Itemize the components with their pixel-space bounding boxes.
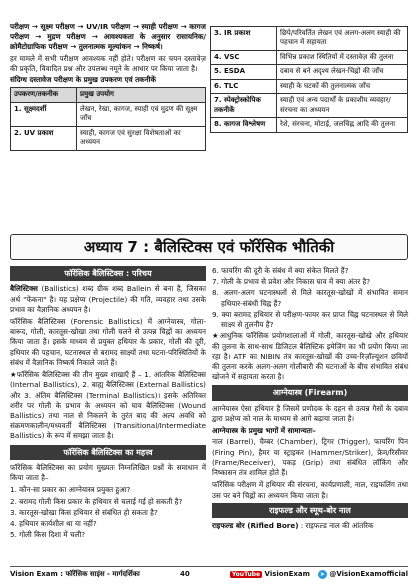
table-cell-value: विभिन्न प्रकाश स्थितियों में दस्तावेज़ की तुलना [277, 50, 408, 64]
section-heading: राइफल्ड और स्मूथ-बोर नाल [212, 503, 408, 518]
top-right-column [210, 26, 408, 133]
list-item: 3. कारतूस-खोखा किस हथियार से संबंधित हो सकता है? [10, 507, 158, 517]
table-header-cell: प्रमुख उपयोग [77, 88, 206, 102]
table-cell-key: 3. IR प्रकाश [211, 27, 277, 51]
table-cell-value: स्याही, कागज एवं सुरक्षा विशेषताओं का अध्ययन [77, 126, 206, 150]
process-flow-line: परीक्षण → सूक्ष्म परीक्षण → UV/IR परीक्षण → स्याही परीक्षण → कागज परीक्षण → मुद्रण परीक्षण → आवश्यकता के अनुसार रासायनिक/क्रोमैटोग्राफिक परीक्षण → तुलनात्मक मूल्यांकन → निष्कर्ष। [10, 22, 206, 52]
paragraph: हर मामले में सभी परीक्षण आवश्यक नहीं होते। परीक्षण का चयन दस्तावेज़ की प्रकृति, विवादित प्रश्न और उपलब्ध नमूने के आधार पर किया जाता है। [10, 53, 206, 73]
intro-text: (Ballistics) शब्द ग्रीक शब्द Ballein से बना है, जिसका अर्थ "फेंकना" है। यह प्रक्षेप्य (Projectile) की गति, व्यवहार तथा उसके प्रभाव का वैज्ञानिक अध्ययन है। [10, 284, 206, 314]
youtube-link[interactable] [230, 570, 310, 580]
table-row [11, 126, 206, 150]
table-cell-key: 6. TLC [211, 79, 277, 93]
table-row [211, 79, 408, 93]
list-item: 9. क्या बरामद हथियार से परीक्षण-फायर कर प्राप्त चिह्न घटनास्थल से मिले साक्ष्य से तुलनीय हैं? [212, 309, 408, 330]
paragraph: फॉरेंसिक बैलिस्टिक्स (Forensic Ballistics) में आग्नेयास्त्र, गोला-बारूद, गोली, कारतूस-खोखा तथा गोली चलने से उत्पन्न चिह्नों का अध्ययन किया जाता है। इसके माध्यम से प्रयुक्त हथियार के प्रकार, गोली की दूरी, हथियार की पहचान, घटनास्थल से बरामद साक्ष्यों तथा घटना-परिस्थितियों के संबंध में वैज्ञानिक निष्कर्ष निकाले जाते हैं। [10, 317, 206, 367]
table-cell-key: 4. VSC [211, 50, 277, 64]
table-cell-key: 1. सूक्ष्मदर्शी [11, 102, 77, 126]
right-column [212, 266, 408, 533]
table-cell-key: 7. स्पेक्ट्रोस्कोपिक तकनीकें [211, 94, 277, 118]
table-cell-value: स्याही एवं अन्य पदार्थों के प्रकाशीय व्यवहार/संरचना का अध्ययन [277, 94, 408, 118]
list-item: 8. अलग-अलग घटनास्थलों से मिले कारतूस-खोखों में संभावित समान हथियार-संबंधी चिह्न हैं? [212, 288, 408, 308]
table-cell-key: 2. UV प्रकाश [11, 126, 77, 150]
list-item: 5. गोली किस दिशा में चली? [10, 530, 86, 540]
left-column [10, 266, 206, 542]
table-row [211, 94, 408, 118]
list-item: 7. गोली के प्रभाव से प्रवेश और निकास घाव में क्या अंतर है? [212, 277, 371, 287]
section-heading: फॉरेंसिक बैलिस्टिक्स : परिचय [10, 266, 206, 281]
subheading: आग्नेयास्त्र के प्रमुख भागों में सामान्यतः– [212, 426, 316, 436]
paragraph: फॉरेंसिक परीक्षण में हथियार की संरचना, कार्यप्रणाली, नाल, राइफलिंग तथा उस पर बने चिह्नों का अध्ययन किया जाता है। [212, 480, 408, 500]
table-title: संदिग्ध दस्तावेज परीक्षण के प्रमुख उपकरण एवं तकनीकें [10, 75, 157, 85]
paragraph [212, 521, 408, 531]
paragraph: आग्नेयास्त्र ऐसा हथियार है जिसमें प्रणोदक के दहन से उत्पन्न गैसों के दबाव द्वारा प्रक्षेप्य को नाल के माध्यम से आगे बढ़ाया जाता है। [212, 403, 408, 423]
telegram-handle: @VisionExamofficial [329, 569, 408, 578]
youtube-channel: VisionExam [264, 569, 310, 578]
list-item: 1. कौन-सा प्रकार का आग्नेयास्त्र प्रयुक्त हुआ? [10, 485, 131, 495]
table-cell-value: स्याही के घटकों की तुलनात्मक जाँच [277, 79, 408, 93]
page-footer [10, 566, 408, 582]
table-cell-key: 5. ESDA [211, 65, 277, 79]
table-row [211, 27, 408, 51]
table-cell-value: दबाव से बने अदृश्य लेखन-चिह्नों की जाँच [277, 65, 408, 79]
telegram-icon: ➤ [319, 570, 325, 578]
term-ballistics: बैलिस्टिक्स [10, 284, 38, 294]
rifled-text: : राइफल्ड नाल की आंतरिक [298, 521, 374, 531]
section-heading: फॉरेंसिक बैलिस्टिक्स का महत्त्व [10, 445, 206, 460]
table-cell-value: रेशे, संरचना, मोटाई, जलचिह्न आदि की तुलना [277, 118, 408, 132]
table-row [211, 65, 408, 79]
question-list [10, 485, 206, 540]
table-header-row [11, 88, 206, 102]
page-number: 40 [179, 569, 190, 578]
paragraph: ★फॉरेंसिक बैलिस्टिक्स की तीन मुख्य शाखाएँ हैं – 1. आंतरिक बैलिस्टिक्स (Internal Ballistics), 2. बाह्य बैलिस्टिक्स (External Ballistics) और 3. अंतिम बैलिस्टिक्स (Terminal Ballistics)। इसके अतिरिक्त शरीर पर गोली के प्रभाव के अध्ययन को घाव बैलिस्टिक्स (Wound Ballistics) तथा नाल से निकलने के तुरंत बाद की अल्प अवधि को संक्रमणकालीन/मध्यवर्ती बैलिस्टिक्स (Transitional/Intermediate Ballistics) के रूप में समझा जाता है। [10, 370, 206, 441]
chapter-title: अध्याय 7 : बैलिस्टिक्स एवं फॉरेंसिक भौतिकी [10, 234, 408, 260]
telegram-link[interactable] [318, 570, 408, 580]
list-item: 2. बरामद गोली किस प्रकार के हथियार से चलाई गई हो सकती है? [10, 496, 183, 506]
social-links [230, 570, 408, 580]
table-cell-value: लेखन, रेखा, कागज, स्याही एवं मुद्रण की सूक्ष्म जाँच [77, 102, 206, 126]
paragraph: फॉरेंसिक बैलिस्टिक्स का प्रयोग मुख्यतः निम्नलिखित प्रश्नों के समाधान में किया जाता है– [10, 463, 206, 483]
table-cell-key: 8. कागज विश्लेषण [211, 118, 277, 132]
paragraph: ★आधुनिक फॉरेंसिक प्रयोगशालाओं में गोली, कारतूस-खोखे और हथियार की तुलना के साथ-साथ डिजिटल बैलिस्टिक इमेजिंग का भी प्रयोग किया जा रहा है। ATF का NIBIN तंत्र कारतूस-खोखों की उच्च-रिज़ॉल्यूशन छवियों की तुलना करके अलग-अलग गोलीबारी की घटनाओं के बीच संभावित संबंध खोजने में सहायता करता है। [212, 331, 408, 382]
footer-title: Vision Exam : फॉरेंसिक साइंस - मार्गदर्शिका [10, 569, 140, 578]
question-list-continued [212, 266, 408, 330]
table-cell-value: छिपे/परिवर्तित लेखन एवं अलग-अलग स्याही की पहचान में सहायता [277, 27, 408, 51]
term-rifled-bore: राइफल्ड बोर (Rifled Bore) [212, 521, 299, 531]
table-row [11, 102, 206, 126]
list-item: 6. फायरिंग की दूरी के संबंध में क्या संकेत मिलते हैं? [212, 266, 349, 275]
youtube-icon: YouTube [231, 570, 261, 578]
table-row [211, 118, 408, 132]
tools-table-left [10, 87, 206, 150]
intro-paragraph [10, 284, 206, 315]
paragraph: नाल (Barrel), चैम्बर (Chamber), ट्रिगर (Trigger), फायरिंग पिन (Firing Pin), हैमर या स्ट्राइकर (Hammer/Striker), फ्रेम/रिसीवर (Frame/Receiver), पकड़ (Grip) तथा संबंधित लॉकिंग और निष्कासन तंत्र शामिल होते हैं। [212, 437, 408, 478]
section-heading: आग्नेयास्त्र (Firearm) [212, 385, 408, 400]
tools-table-right [210, 26, 408, 133]
list-item: 4. हथियार कार्यशील था या नहीं? [10, 519, 97, 529]
table-row [211, 50, 408, 64]
top-left-column [10, 22, 206, 151]
table-header-cell: उपकरण/तकनीक [11, 88, 77, 102]
